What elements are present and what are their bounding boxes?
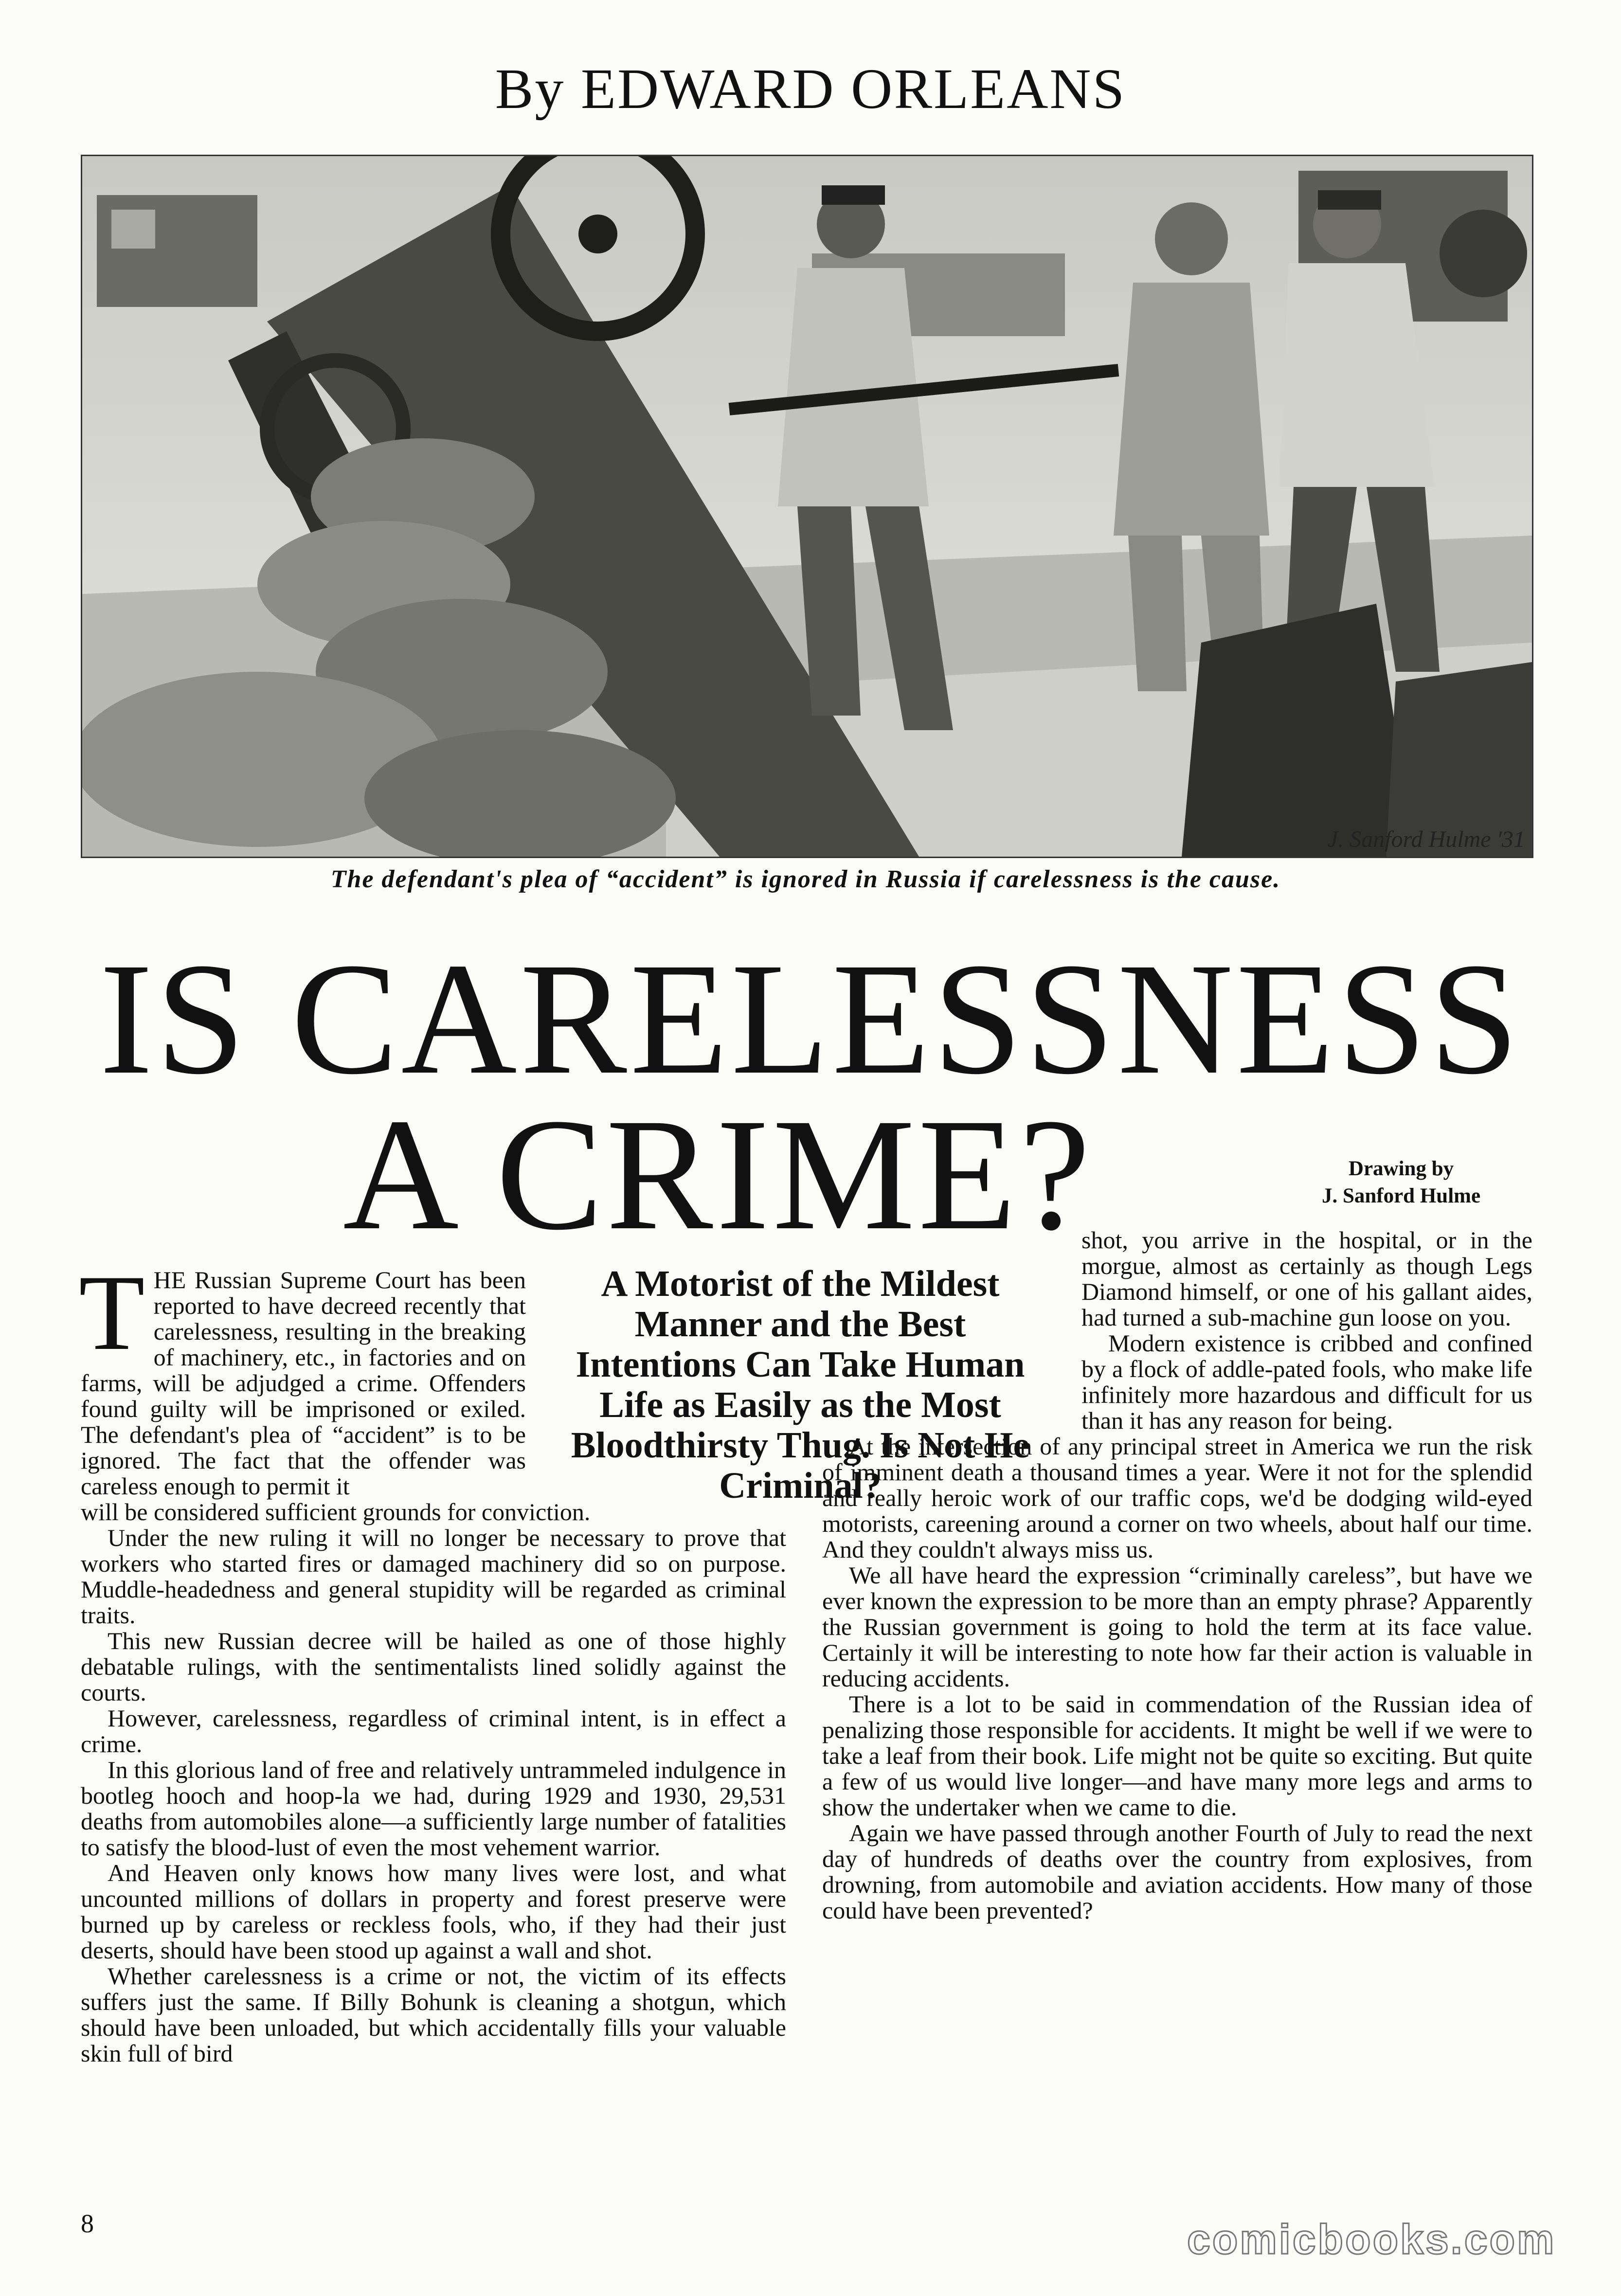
watermark: comicbooks.com [1187, 2216, 1556, 2263]
page-number: 8 [81, 2209, 94, 2238]
body-paragraph: Whether carelessness is a crime or not, the victim of its effects suffers just the same. If Billy Bohunk is cleaning a shotgun, which should have been unloaded, but which accidentally fills your valuable skin full of bird [81, 1962, 786, 2067]
lead-paragraph-end: will be considered sufficient grounds for conviction. [81, 1498, 591, 1525]
illustration-caption: The defendant's plea of “accident” is ignored in Russia if carelessness is the cause. [330, 865, 1281, 893]
body-paragraph: However, carelessness, regardless of criminal intent, is in effect a crime. [81, 1704, 786, 1758]
body-paragraph: In this glorious land of free and relatively untrammeled indulgence in bootleg hooch and hoop-la we had, during 1929 and 1930, 29,531 deaths from automobiles alone—a sufficiently large number of fatalities to satisfy the blood-lust of even the most vehement warrior. [81, 1756, 786, 1861]
body-paragraph: shot, you arrive in the hospital, or in the morgue, almost as certainly as though Legs Diamond himself, or one of his gallant aides, had turned a sub-machine gun loose on you. [1081, 1226, 1532, 1331]
body-paragraph: There is a lot to be said in commendation of the Russian idea of penalizing those responsible for accidents. It might be well if we were to take a leaf from their book. Life might not be quite so exciting. But quite a few of us would live longer—and have many more legs and arms to show the undertaker when we came to die. [822, 1690, 1532, 1821]
drawing-credit-artist: J. Sanford Hulme [1321, 1184, 1481, 1207]
body-paragraph: Under the new ruling it will no longer be necessary to prove that workers who started fires or damaged machinery did so on purpose. Muddle-headedness and general stupidity will be regarded as criminal traits. [81, 1524, 786, 1629]
body-paragraph: At the intersection of any principal street in America we run the risk of imminent death a thousand times a year. Were it not for the splendid and really heroic work of our traffic cops, we'd be dodging wild-eyed motorists, careening around a corner on two wheels, about half our time. And they couldn't always miss us. [822, 1433, 1532, 1563]
right-column-narrow [1081, 1227, 1532, 1434]
byline: By EDWARD ORLEANS [495, 57, 1126, 121]
illustration-signature: J. Sanford Hulme '31 [1328, 826, 1525, 852]
article-deck: A Motorist of the Mildest Manner and the Best Intentions Can Take Human Life as Easily as the Most Bloodthirsty Thug. Is Not He Criminal? [571, 1263, 1030, 1506]
drawing-credit-label: Drawing by [1348, 1157, 1454, 1180]
body-paragraph: We all have heard the expression “criminally careless”, but have we ever known the expression to be more than an empty phrase? Apparently the Russian government is going to hold the term at its face value. Certainly it will be interesting to note how far their action is valuable in reducing accidents. [822, 1561, 1532, 1692]
lead-paragraph-narrow [79, 1253, 526, 1500]
body-paragraph: This new Russian decree will be hailed as one of those highly debatable rulings, with the sentimentalists lined solidly against the courts. [81, 1627, 786, 1706]
article-column-right [822, 1227, 1532, 1923]
drop-cap: T [79, 1253, 145, 1373]
drawing-credit [1284, 1155, 1518, 1210]
article-title-line-2: A CRIME? [342, 1086, 1094, 1263]
article-title-line-1: IS CARELESSNESS [99, 930, 1522, 1108]
lead-paragraph: HE Russian Supreme Court has been reported to have decreed recently that carelessness, resulting in the breaking of machinery, etc., in factories and on farms, will be adjudged a crime. Offenders found guilty will be imprisoned or exiled. The defendant's plea of “accident” is to be ignored. The fact that the offender was careless enough to permit it [81, 1266, 526, 1500]
illustration [81, 155, 1533, 858]
body-paragraph: Again we have passed through another Fourth of July to read the next day of hundreds of deaths over the country from explosives, from drowning, from automobile and aviation accidents. How many of those could have been prevented? [822, 1819, 1532, 1924]
body-paragraph: And Heaven only knows how many lives were lost, and what uncounted millions of dollars in property and forest preserve were burned up by careless or reckless fools, who, if they had their just deserts, should have been stood up against a wall and shot. [81, 1859, 786, 1964]
body-paragraph: Modern existence is cribbed and confined by a flock of addle-pated fools, who make life infinitely more hazardous and difficult for us than it has any reason for being. [1081, 1329, 1532, 1434]
illustration-drawing [82, 156, 1532, 857]
